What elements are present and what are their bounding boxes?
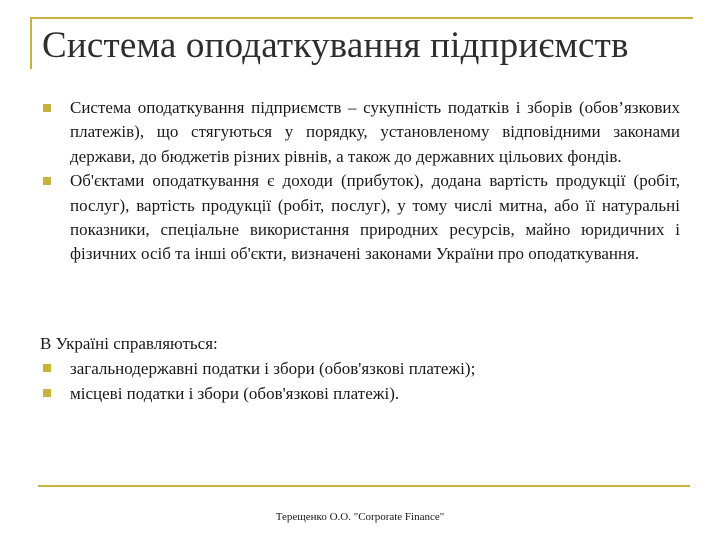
bullet-list [40, 96, 680, 267]
frame-left-line [30, 17, 32, 69]
slide-footer: Терещенко О.О. "Corporate Finance" [275, 511, 445, 523]
bullet-item [40, 96, 680, 169]
frame-top-line [30, 17, 693, 19]
slide-title: Система оподаткування підприємств [42, 25, 629, 66]
square-bullet-icon [43, 104, 51, 112]
bullet-item [40, 169, 680, 267]
list-item [40, 356, 680, 381]
tax-types-section [40, 331, 680, 406]
section-heading: В Україні справляються: [40, 334, 218, 353]
square-bullet-icon [43, 364, 51, 372]
bullet-text: Об'єктами оподаткування є доходи (прибуток), додана вартість продукції (робіт, послуг), вартість продукції (робіт, послуг), у тому числі митна, або її натуральні показники, спеціальне використання природних ресурсів, майно юридичних і фізичних осіб та інші об'єкти, визначені законами України про оподаткування. [70, 171, 680, 264]
square-bullet-icon [43, 177, 51, 185]
frame-bottom-line [38, 485, 690, 487]
square-bullet-icon [43, 389, 51, 397]
list-item-text: загальнодержавні податки і збори (обов'язкові платежі); [70, 359, 476, 378]
bullet-text: Система оподаткування підприємств – сукупність податків і зборів (обов’язкових платежів), що стягуються у порядку, установленому відповідними законами держави, до бюджетів різних рівнів, а також до державних цільових фондів. [70, 98, 680, 166]
list-item [40, 381, 680, 406]
tax-types-list [40, 356, 680, 406]
list-item-text: місцеві податки і збори (обов'язкові платежі). [70, 384, 400, 403]
